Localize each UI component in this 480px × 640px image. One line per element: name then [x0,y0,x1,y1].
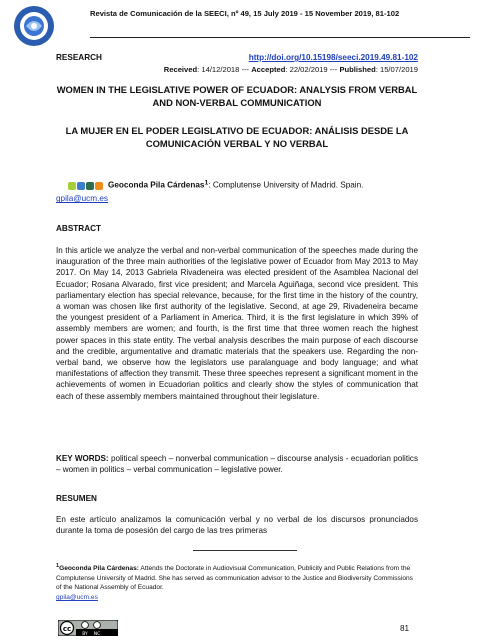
google-scholar-icon[interactable] [77,182,85,190]
accepted-label: Accepted [251,65,286,74]
accepted-date: 22/02/2019 [289,65,328,74]
article-type-row [56,53,418,65]
dates-row: Received: 14/12/2018 --- Accepted: 22/02/2019 --- Published: 15/07/2019 [163,65,418,74]
abstract-heading: ABSTRACT [56,224,102,233]
title-english: WOMEN IN THE LEGISLATIVE POWER OF ECUADOR: ANALYSIS FROM VERBAL AND NON-VERBAL COMMUNICATION [56,84,418,108]
article-type-label: RESEARCH [56,53,102,62]
keywords-text: political speech – nonverbal communication – discourse analysis - ecuadorian politics – women in politics – verbal communication – legislative power. [56,454,418,475]
seeci-logo-icon [12,4,56,48]
keywords [56,453,418,475]
author-line [56,177,418,205]
profile-icon[interactable] [95,182,103,190]
svg-text:BY: BY [82,632,88,636]
received-date: 14/12/2018 [201,65,240,74]
doi-link[interactable]: http://doi.org/10.15198/seeci.2019.49.81-102 [248,53,418,62]
header-divider [90,37,470,38]
published-label: Published [339,65,376,74]
journal-header [12,4,472,48]
researchgate-icon[interactable] [86,182,94,190]
author-email[interactable]: gpila@ucm.es [56,194,108,204]
resumen-heading: RESUMEN [56,494,97,503]
keywords-label: KEY WORDS: [56,454,109,463]
footnote-mark: 1 [56,563,60,569]
orcid-icon[interactable] [68,182,76,190]
resumen-text: En este artículo analizamos la comunicación verbal y no verbal de los discursos pronunciados durante la toma de posesión del cargo de las tres primeras [56,515,418,536]
published-date: 15/07/2019 [379,65,418,74]
received-label: Received [163,65,198,74]
footnote-text: Attends the Doctorate in Audiovisual Communication, Publicity and Public Relations from the Complutense University of Madrid. She has served as communication advisor to the Justice and Biodiversity Commissions of the National Assembly of Ecuador. [56,565,413,592]
journal-citation: Revista de Comunicación de la SEECI, nº 49, 15 July 2019 - 15 November 2019, 81-102 [90,9,400,18]
footnote-divider [193,550,297,551]
svg-text:NC: NC [93,632,101,636]
footnote [56,562,420,603]
svg-text:cc: cc [62,624,72,633]
footnote-email[interactable]: gpila@ucm.es [56,593,98,601]
author-profile-icons [68,182,104,194]
author-name: Geoconda Pila Cárdenas [108,180,205,190]
footnote-author: Geoconda Pila Cárdenas: [59,565,139,573]
cc-by-nc-icon[interactable] [58,620,118,636]
author-footnote-mark: 1 [204,179,209,186]
author-affiliation: : Complutense University of Madrid. Spain. [208,180,364,190]
page-number: 81 [400,624,410,633]
title-spanish: LA MUJER EN EL PODER LEGISLATIVO DE ECUADOR: ANÁLISIS DESDE LA COMUNICACIÓN VERBAL Y NO VERBAL [65,125,409,149]
abstract-text: In this article we analyze the verbal and non-verbal communication of the speeches made during the inauguration of the three main authorities of the legislative power of Ecuador from May 2013 to May 2017. On May 14, 2013 Gabriela Rivadeneira was elected president of the Asamblea Nacional del Ecuador; Rosana Alvarado, first vice president; and Marcela Aguiñaga, second vice president. This parliamentary election has special relevance, because, for the first time in the history of the country, a woman was chosen like first authority of the legislative. Second, at age 29, Rivadeneira became the youngest president of a Parliament in America. Third, it is the first legislature in which 39% of assembly members are women; and fourth, is the first time that three women reach the highest power spaces in this state entity. The verbal analysis describes the main purpose of each discourse and the credible, argumentative and dramatic materials that the speakers use. Regarding the non-verbal band, we observe how the legislators use paralanguage and body language; and what manifestations of affection they transmit. These three speeches represent a significant moment in the achievements of women in Ecuadorian politics and clearly show the styles of communication that each of these assembly members maintained throughout their legislature. [56,246,418,401]
